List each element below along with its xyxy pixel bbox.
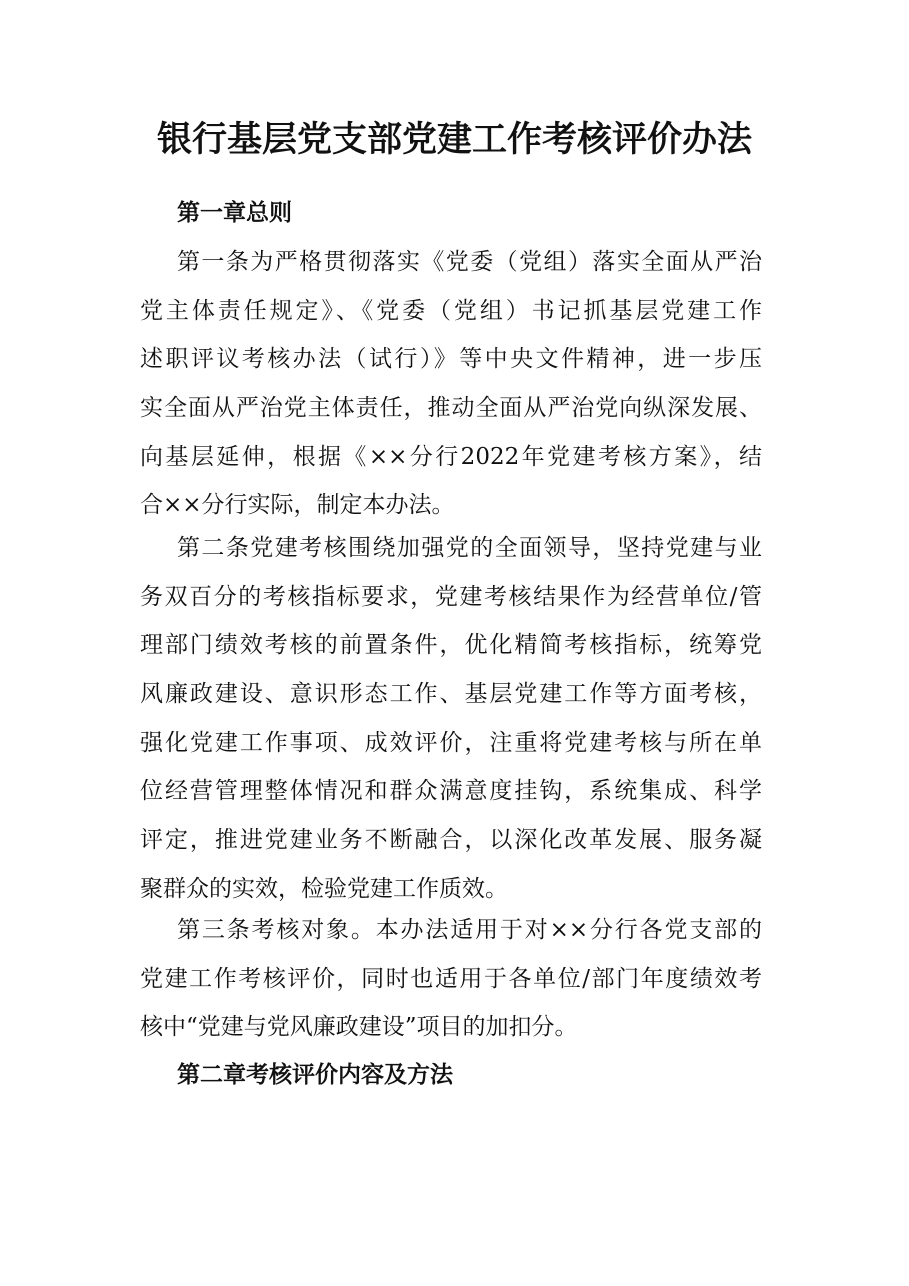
document-title: 银行基层党支部党建工作考核评价办法: [156, 119, 752, 160]
paragraph-line: 合××分行实际，制定本办法。: [140, 492, 455, 519]
article-1-paragraph: [140, 238, 762, 530]
paragraph-line: 实全面从严治党主体责任，推动全面从严治党向纵深发展、: [140, 395, 762, 422]
paragraph-line: 党主体责任规定》、《党委（党组）书记抓基层党建工作: [140, 297, 762, 324]
paragraph-line: 核中“党建与党风廉政建设”项目的加扣分。: [140, 1014, 578, 1041]
paragraph-line: 第一条为严格贯彻落实《党委（党组）落实全面从严治: [177, 249, 762, 275]
paragraph-line: 风廉政建设、意识形态工作、基层党建工作等方面考核，: [140, 681, 762, 708]
paragraph-line: 向基层延伸，根据《××分行2022年党建考核方案》，结: [140, 443, 762, 470]
chapter-1-heading: 第一章总则: [177, 199, 292, 226]
chapter-2-heading: 第二章考核评价内容及方法: [177, 1061, 453, 1088]
paragraph-line: 理部门绩效考核的前置条件，优化精简考核指标，统筹党: [140, 632, 762, 659]
paragraph-line: 第二条党建考核围绕加强党的全面领导，坚持党建与业: [177, 535, 762, 561]
paragraph-line: 聚群众的实效，检验党建工作质效。: [140, 875, 508, 902]
paragraph-line: 务双百分的考核指标要求，党建考核结果作为经营单位/管: [140, 583, 762, 610]
paragraph-line: 位经营管理整体情况和群众满意度挂钩，系统集成、科学: [140, 778, 762, 805]
paragraph-line: 党建工作考核评价，同时也适用于各单位/部门年度绩效考: [140, 965, 762, 992]
paragraph-line: 强化党建工作事项、成效评价，注重将党建考核与所在单: [140, 729, 762, 756]
paragraph-line: 评定，推进党建业务不断融合，以深化改革发展、服务凝: [140, 827, 762, 854]
article-3-paragraph: [140, 906, 762, 1052]
article-2-paragraph: [140, 524, 762, 914]
paragraph-line: 第三条考核对象。本办法适用于对××分行各党支部的: [177, 917, 762, 943]
paragraph-line: 述职评议考核办法（试行）》等中央文件精神，进一步压: [140, 346, 762, 373]
